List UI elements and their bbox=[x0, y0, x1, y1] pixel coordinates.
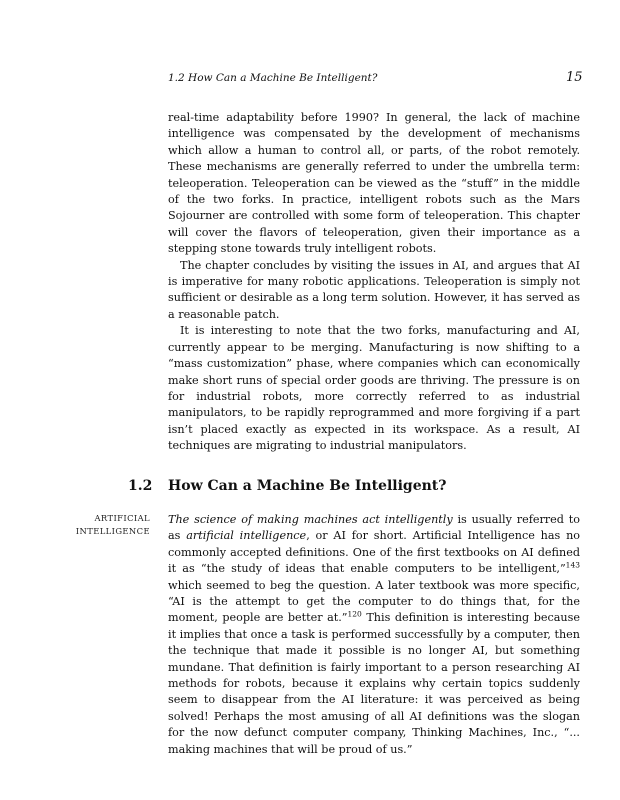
paragraph-ai-definition bbox=[168, 512, 580, 758]
text-run: This definition is interesting because it implies that once a task is performed successfully by a computer, then the technique that made it possible is no longer AI, but something mundane. That definition is fairly important to a person researching AI methods for robots, because it explains why certain topics suddenly seem to disappear from the AI literature: it was perceived as being solved! Perhaps the most amusing of all AI definitions was the slogan for the now defunct computer company, Thinking Machines, Inc., “... making machines that will be proud of us.” bbox=[168, 611, 580, 756]
paragraph-ai-imperative: The chapter concludes by visiting the issues in AI, and argues that AI is imperative for many robotic applications. Teleoperation is simply not sufficient or desirable as a long term solution. However, it has served as a reasonable patch. bbox=[168, 258, 580, 321]
citation-ref: 120 bbox=[347, 609, 362, 619]
paragraph-forks-merging: It is interesting to note that the two forks, manufacturing and AI, currently appear to be merging. Manufacturing is now shifting to a “mass customization” phase, where companies which can economically make short runs of special order goods are thriving. The pressure is on for industrial robots, more correctly referred to as industrial manipulators, to be rapidly reprogrammed and more forgiving if a part isn’t placed exactly as expected in its workspace. As a result, AI techniques are migrating to industrial manipulators. bbox=[168, 324, 580, 453]
section-title: How Can a Machine Be Intelligent? bbox=[168, 478, 447, 494]
paragraph-teleoperation: real-time adaptability before 1990? In general, the lack of machine intelligence was compensated by the development of mechanisms which allow a human to control all, or parts, of the robot remotely. These mechanisms are generally referred to under the umbrella term: teleoperation. Teleoperation can be viewed as the “stuff” in the middle of the two forks. In practice, intelligent robots such as the Mars Sojourner are controlled with some form of teleoperation. This chapter will cover the flavors of teleoperation, given their importance as a stepping stone towards truly intelligent robots. bbox=[168, 111, 580, 256]
body-section-intro bbox=[168, 110, 580, 455]
citation-ref: 143 bbox=[565, 560, 580, 570]
text-run: is usually referred to as bbox=[168, 513, 580, 543]
margin-note-line: INTELLIGENCE bbox=[75, 526, 150, 536]
page-number: 15 bbox=[566, 70, 583, 85]
paragraph-ai-definition-text bbox=[168, 512, 580, 758]
margin-note-line: ARTIFICIAL bbox=[94, 513, 150, 523]
section-number: 1.2 bbox=[128, 478, 153, 494]
text-run: , or AI for short. Artificial Intelligence has no commonly accepted definitions. One of the first textbooks on AI defined it as “the study of ideas that enable computers to be intelligent,” bbox=[168, 529, 581, 576]
running-header: 1.2 How Can a Machine Be Intelligent? bbox=[168, 72, 378, 84]
italic-term: artificial intelligence bbox=[186, 529, 307, 543]
text-run: which seemed to beg the question. A later textbook was more specific, “AI is the attempt to get the computer to do things that, for the moment, people are better at.” bbox=[168, 578, 580, 625]
italic-lead: The science of making machines act intelligently bbox=[168, 513, 453, 526]
margin-note bbox=[64, 512, 150, 538]
